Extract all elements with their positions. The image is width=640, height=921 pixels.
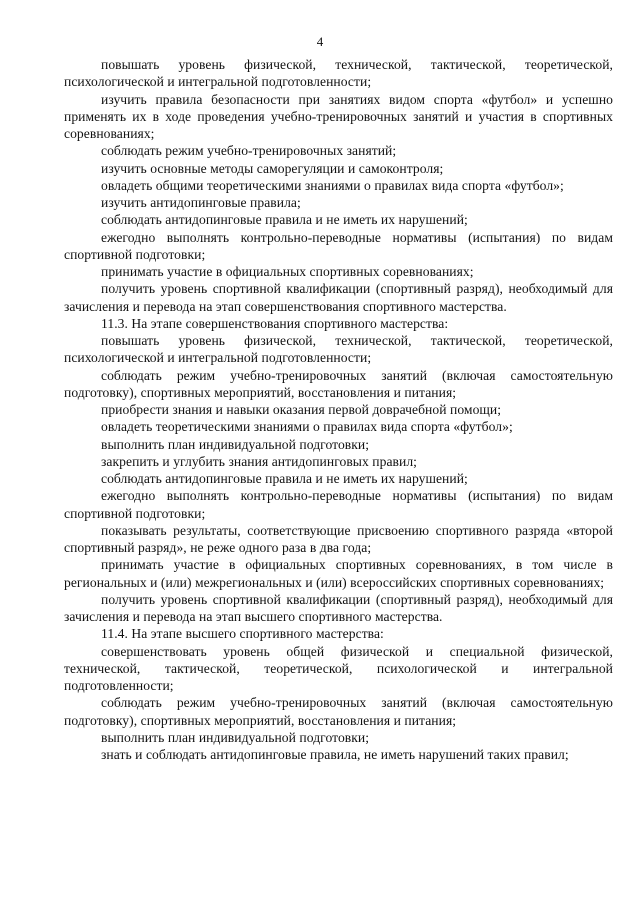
paragraph: изучить основные методы саморегуляции и самоконтроля; (101, 160, 444, 176)
paragraph: овладеть теоретическими знаниями о правилах вида спорта «футбол»; (101, 419, 513, 435)
paragraph: выполнить план индивидуальной подготовки; (101, 436, 370, 452)
paragraph: ежегодно выполнять контрольно-переводные нормативы (испытания) по видам спортивной подготовки; (64, 229, 613, 262)
paragraph: изучить правила безопасности при занятиях видом спорта «футбол» и успешно применять их в ходе проведения учебно-тренировочных занятий и участия в спортивных соревнованиях; (64, 91, 613, 141)
document-body (64, 56, 613, 763)
paragraph: получить уровень спортивной квалификации (спортивный разряд), необходимый для зачисления и перевода на этап высшего спортивного мастерства. (64, 591, 613, 624)
paragraph: повышать уровень физической, технической, тактической, теоретической, психологической и интегральной подготовленности; (64, 57, 613, 90)
section-heading: 11.4. На этапе высшего спортивного мастерства: (101, 626, 384, 642)
paragraph: соблюдать антидопинговые правила и не иметь их нарушений; (101, 212, 468, 228)
paragraph: совершенствовать уровень общей физической и специальной физической, технической, тактической, теоретической, психологической и интегральной подготовленности; (64, 643, 613, 693)
paragraph: соблюдать антидопинговые правила и не иметь их нарушений; (101, 471, 468, 486)
section-heading: 11.3. На этапе совершенствования спортивного мастерства: (101, 315, 449, 331)
paragraph: принимать участие в официальных спортивных соревнованиях, в том числе в региональных и (или) межрегиональных и (или) всероссийских спортивных соревнованиях; (64, 557, 613, 590)
paragraph: получить уровень спортивной квалификации (спортивный разряд), необходимый для зачисления и перевода на этап совершенствования спортивного мастерства. (64, 281, 613, 314)
paragraph: принимать участие в официальных спортивных соревнованиях; (101, 264, 474, 279)
paragraph: изучить антидопинговые правила; (101, 195, 301, 210)
paragraph: приобрести знания и навыки оказания первой доврачебной помощи; (101, 402, 502, 417)
paragraph: ежегодно выполнять контрольно-переводные нормативы (испытания) по видам спортивной подготовки; (64, 488, 613, 521)
paragraph: знать и соблюдать антидопинговые правила, не иметь нарушений таких правил; (101, 747, 569, 762)
paragraph: овладеть общими теоретическими знаниями о правилах вида спорта «футбол»; (101, 177, 564, 193)
paragraph: повышать уровень физической, технической, тактической, теоретической, психологической и интегральной подготовленности; (64, 333, 613, 366)
paragraph: соблюдать режим учебно-тренировочных занятий (включая самостоятельную подготовку), спортивных мероприятий, восстановления и питания; (64, 367, 613, 400)
paragraph: соблюдать режим учебно-тренировочных занятий (включая самостоятельную подготовку), спортивных мероприятий, восстановления и питания; (64, 695, 613, 728)
paragraph: соблюдать режим учебно-тренировочных занятий; (101, 143, 397, 159)
paragraph: показывать результаты, соответствующие присвоению спортивного разряда «второй спортивный разряд», не реже одного раза в два года; (64, 522, 613, 555)
paragraph: выполнить план индивидуальной подготовки; (101, 729, 370, 745)
paragraph: закрепить и углубить знания антидопинговых правил; (101, 453, 417, 469)
page-number: 4 (316, 34, 324, 49)
